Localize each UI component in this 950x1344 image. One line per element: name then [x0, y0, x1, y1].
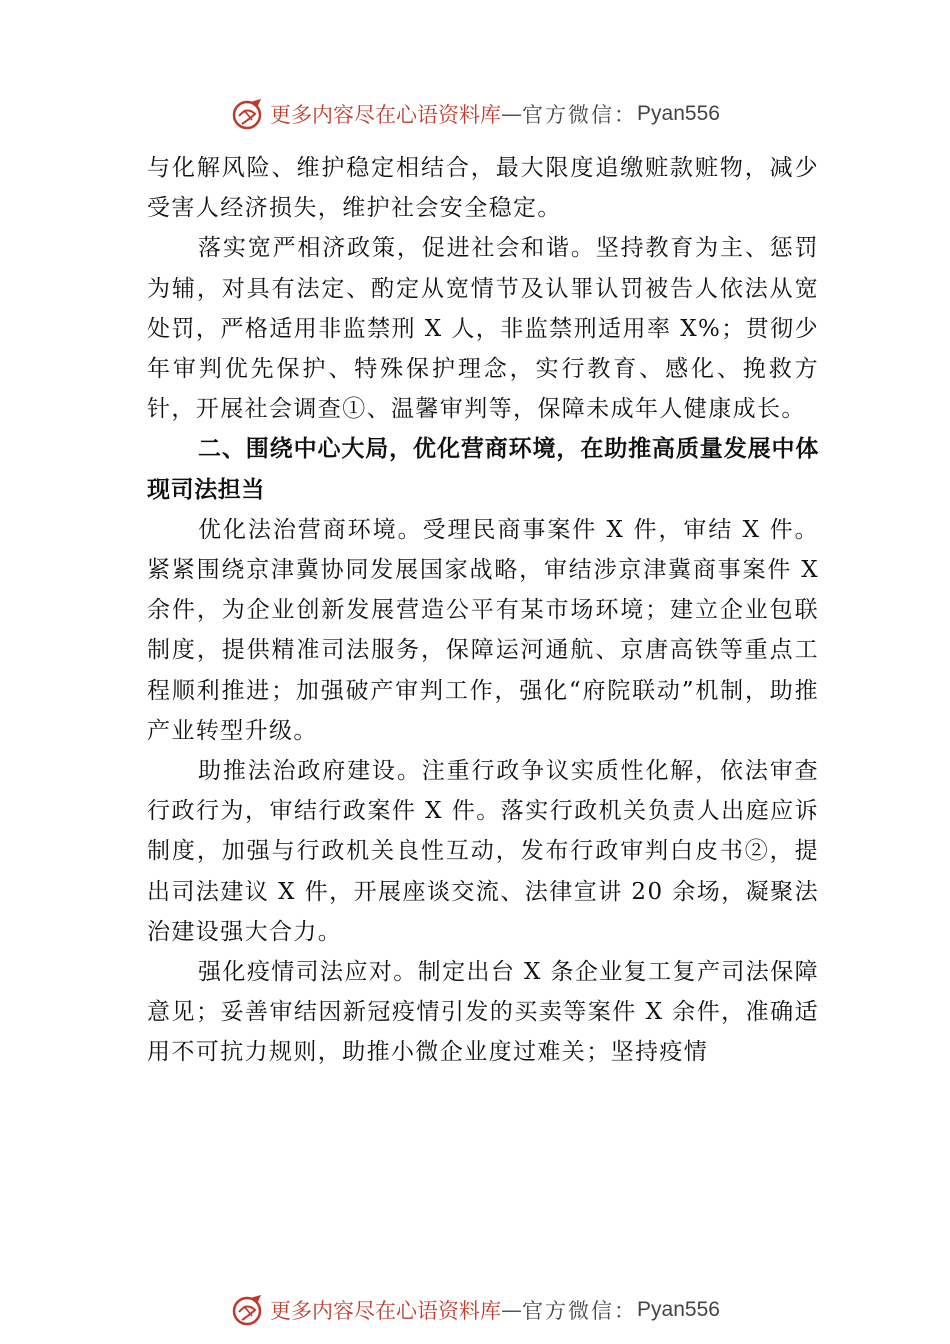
footer-watermark [0, 1290, 950, 1330]
watermark-dash: — [501, 1298, 523, 1322]
watermark-label: 官方微信： [522, 103, 638, 127]
logo-icon [230, 1292, 266, 1328]
watermark-account: Pyan556 [637, 1298, 720, 1321]
paragraph-2: 落实宽严相济政策，促进社会和谐。坚持教育为主、惩罚为辅，对具有法定、酌定从宽情节及认罪认罚被告人依法从宽处罚，严格适用非监禁刑 X 人，非监禁刑适用率 X%；贯彻少年审判优先保护、特殊保护理念，实行教育、感化、挽救方针，开展社会调查①、温馨审判等，保障未成年人健康成长。 [147, 235, 819, 423]
watermark-site: 更多内容尽在心语资料库 [270, 103, 502, 127]
paragraph-1: 与化解风险、维护稳定相结合，最大限度追缴赃款赃物，减少受害人经济损失，维护社会安全稳定。 [147, 155, 819, 222]
paragraph-3: 优化法治营商环境。受理民商事案件 X 件，审结 X 件。紧紧围绕京津冀协同发展国家战略，审结涉京津冀商事案件 X 余件，为企业创新发展营造公平有某市场环境；建立企业包联制度，提供精准司法服务，保障运河通航、京唐高铁等重点工程顺利推进；加强破产审判工作，强化“府院联动”机制，助推产业转型升级。 [147, 516, 819, 744]
section-heading: 二、围绕中心大局，优化营商环境，在助推高质量发展中体现司法担当 [147, 436, 819, 503]
header-watermark [0, 94, 950, 134]
watermark-account: Pyan556 [637, 102, 720, 125]
paragraph-4: 助推法治政府建设。注重行政争议实质性化解，依法审查行政行为，审结行政案件 X 件。落实行政机关负责人出庭应诉制度，加强与行政机关良性互动，发布行政审判白皮书②，提出司法建议 X 件，开展座谈交流、法律宣讲 20 余场，凝聚法治建设强大合力。 [147, 758, 819, 945]
watermark-dash: — [501, 102, 523, 126]
paragraph-5: 强化疫情司法应对。制定出台 X 条企业复工复产司法保障意见；妥善审结因新冠疫情引发的买卖等案件 X 余件，准确适用不可抗力规则，助推小微企业度过难关；坚持疫情 [147, 959, 819, 1066]
watermark-label: 官方微信： [522, 1299, 638, 1323]
document-body [147, 148, 819, 1073]
logo-icon [230, 96, 266, 132]
watermark-site: 更多内容尽在心语资料库 [270, 1299, 502, 1323]
